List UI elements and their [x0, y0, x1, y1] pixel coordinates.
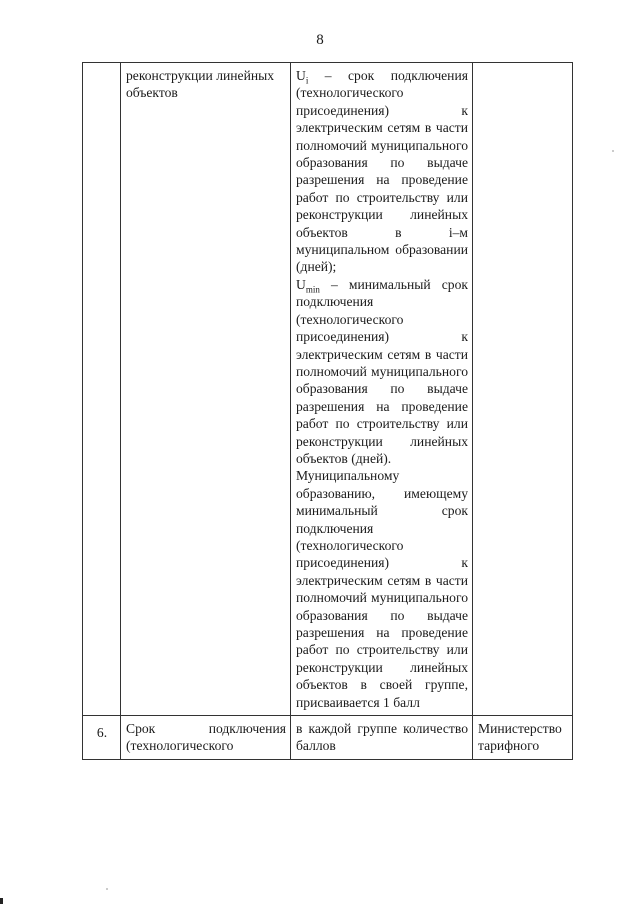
u-min-symbol: U [296, 276, 306, 292]
row-number-cell [83, 63, 121, 716]
calculation-method-text: в каждой группе количество баллов [296, 721, 468, 754]
award-rule-text: Муниципальному образованию, имеющему минимальный срок подключения (технологического присоединения) к электрическим сетям в части полномочий муниципального образования по выдаче разрешения на проведение работ по строительству или реконструкции линейных объектов в своей группе, присваивается 1 балл [296, 468, 468, 710]
u-min-text: – минимальный срок подключения (технологического присоединения) к электрическим сетям в части полномочий муниципального образования по выдаче разрешения на проведение работ по строительству или реконструкции линейных объектов (дней). [296, 276, 468, 466]
u-i-text: – срок подключения (технологического присоединения) к электрическим сетям в части полномочий муниципального образования по выдаче разрешения на проведение работ по строительству или реконструкции линейных объектов в i–м муниципальном образовании (дней); [296, 68, 468, 275]
table-row [83, 716, 573, 760]
page-number: 8 [316, 32, 324, 48]
criteria-table [82, 62, 573, 760]
u-min-subscript: min [305, 284, 320, 295]
criterion-name-text: Срок подключения (технологического [126, 721, 286, 754]
u-i-subscript: i [305, 75, 309, 86]
calculation-method-cell [291, 716, 473, 760]
u-i-definition [296, 67, 468, 276]
scan-artifact [0, 898, 3, 904]
responsible-body-cell: Министерство тарифного [473, 716, 573, 760]
u-min-definition [296, 276, 468, 467]
criterion-name-cell [121, 716, 291, 760]
table-row [83, 63, 573, 716]
calculation-method-cell [291, 63, 473, 716]
u-i-symbol: U [296, 68, 306, 83]
scan-speck [612, 150, 614, 152]
responsible-body-cell [473, 63, 573, 716]
row-number-cell: 6. [83, 716, 121, 760]
scan-speck [106, 888, 108, 890]
criterion-name-cell: реконструкции линейных объектов [121, 63, 291, 716]
